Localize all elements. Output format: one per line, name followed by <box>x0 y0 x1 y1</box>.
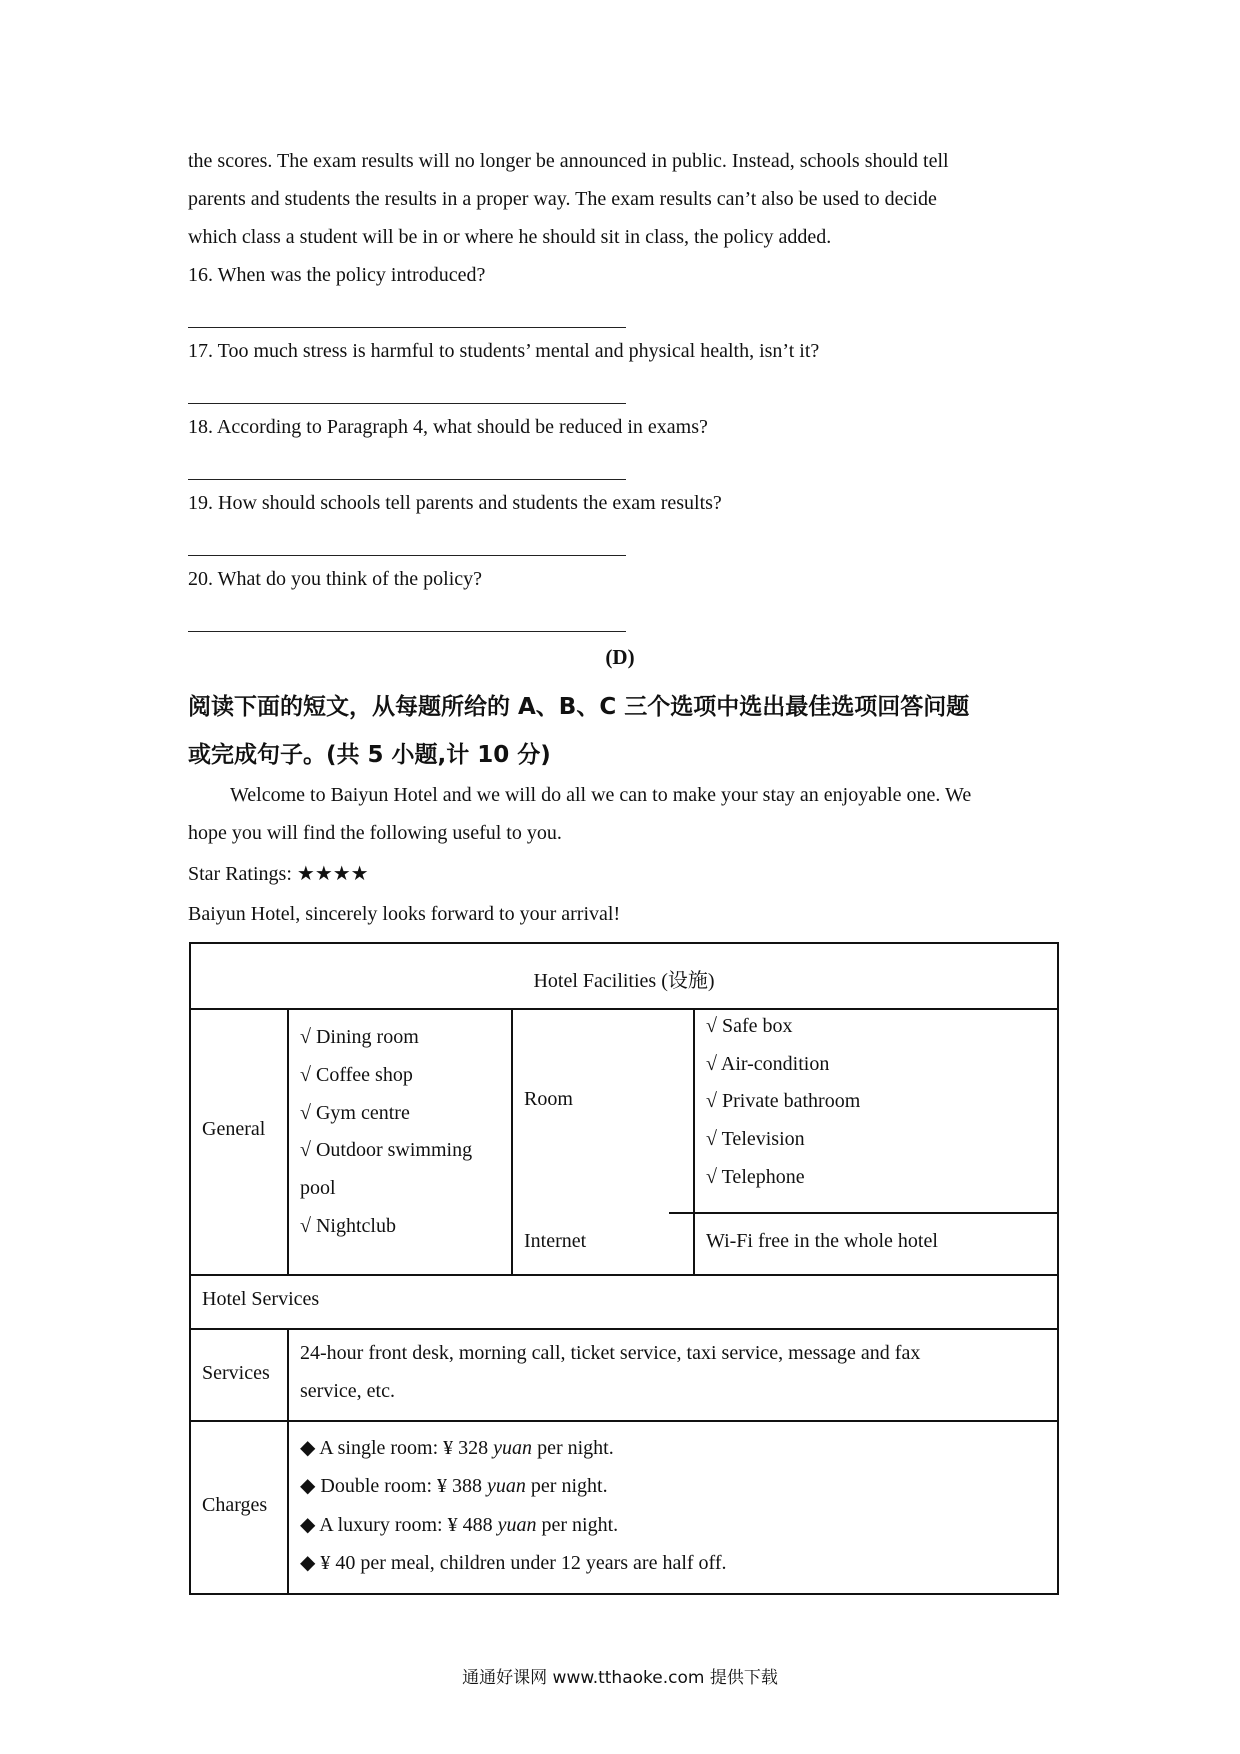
charge-item: ◆ A single room: ¥ 328 yuan per night. <box>300 1437 614 1459</box>
page-footer: 通通好课网 www.tthaoke.com 提供下载 <box>462 1668 778 1688</box>
table-rule <box>191 1008 1057 1010</box>
general-label: General <box>202 1118 266 1140</box>
passage-line-2: parents and students the results in a proper way. The exam results can’t also be used to decide <box>188 188 937 210</box>
question-19: 19. How should schools tell parents and students the exam results? <box>188 492 722 514</box>
hotel-info-table <box>189 942 1059 1595</box>
answer-line-16[interactable] <box>188 327 626 328</box>
intro-line-2: hope you will find the following useful to you. <box>188 822 562 844</box>
general-item: √ Gym centre <box>300 1102 410 1124</box>
room-item: √ Private bathroom <box>706 1090 861 1112</box>
answer-line-18[interactable] <box>188 479 626 480</box>
services-line-2: service, etc. <box>300 1380 395 1402</box>
room-item: √ Air-condition <box>706 1053 830 1075</box>
room-item: √ Television <box>706 1128 805 1150</box>
general-item: √ Outdoor swimming <box>300 1139 473 1161</box>
facilities-title: Hotel Facilities (设施) <box>533 970 715 992</box>
section-d-instruction-2: 或完成句子。(共 5 小题,计 10 分) <box>188 742 551 768</box>
section-d-label: (D) <box>605 645 635 669</box>
question-16: 16. When was the policy introduced? <box>188 264 486 286</box>
room-item: √ Safe box <box>706 1015 793 1037</box>
question-20: 20. What do you think of the policy? <box>188 568 483 590</box>
room-item: √ Telephone <box>706 1166 805 1188</box>
internet-label: Internet <box>524 1230 587 1252</box>
services-label: Services <box>202 1362 270 1384</box>
charges-label: Charges <box>202 1494 268 1516</box>
passage-line-3: which class a student will be in or where he should sit in class, the policy added. <box>188 226 832 248</box>
general-item: √ Nightclub <box>300 1215 396 1237</box>
services-line-1: 24-hour front desk, morning call, ticket service, taxi service, message and fax <box>300 1342 921 1364</box>
table-rule <box>191 1420 1057 1422</box>
arrival-text: Baiyun Hotel, sincerely looks forward to your arrival! <box>188 903 621 925</box>
general-item: √ Dining room <box>300 1026 419 1048</box>
charge-item: ◆ A luxury room: ¥ 488 yuan per night. <box>300 1514 619 1536</box>
passage-line-1: the scores. The exam results will no longer be announced in public. Instead, schools should tell <box>188 150 949 172</box>
answer-line-20[interactable] <box>188 631 626 632</box>
table-rule <box>511 1008 513 1274</box>
general-item: pool <box>300 1177 336 1199</box>
internet-value: Wi-Fi free in the whole hotel <box>706 1230 938 1252</box>
room-label: Room <box>524 1088 573 1110</box>
charge-item: ◆ ¥ 40 per meal, children under 12 years are half off. <box>300 1552 727 1574</box>
answer-line-19[interactable] <box>188 555 626 556</box>
table-rule <box>287 1328 289 1593</box>
section-d-instruction-1: 阅读下面的短文，从每题所给的 A、B、C 三个选项中选出最佳选项回答问题 <box>188 694 970 720</box>
intro-line-1: Welcome to Baiyun Hotel and we will do all we can to make your stay an enjoyable one. We <box>230 784 972 806</box>
charge-item: ◆ Double room: ¥ 388 yuan per night. <box>300 1475 608 1497</box>
star-ratings: Star Ratings: ★★★★ <box>188 863 369 885</box>
table-rule <box>191 1274 1057 1276</box>
answer-line-17[interactable] <box>188 403 626 404</box>
question-17: 17. Too much stress is harmful to students’ mental and physical health, isn’t it? <box>188 340 820 362</box>
general-item: √ Coffee shop <box>300 1064 413 1086</box>
table-rule <box>693 1008 695 1274</box>
table-rule <box>191 1328 1057 1330</box>
question-18: 18. According to Paragraph 4, what should be reduced in exams? <box>188 416 708 438</box>
table-rule <box>287 1008 289 1274</box>
table-rule <box>669 1212 1057 1214</box>
services-title: Hotel Services <box>202 1288 320 1310</box>
